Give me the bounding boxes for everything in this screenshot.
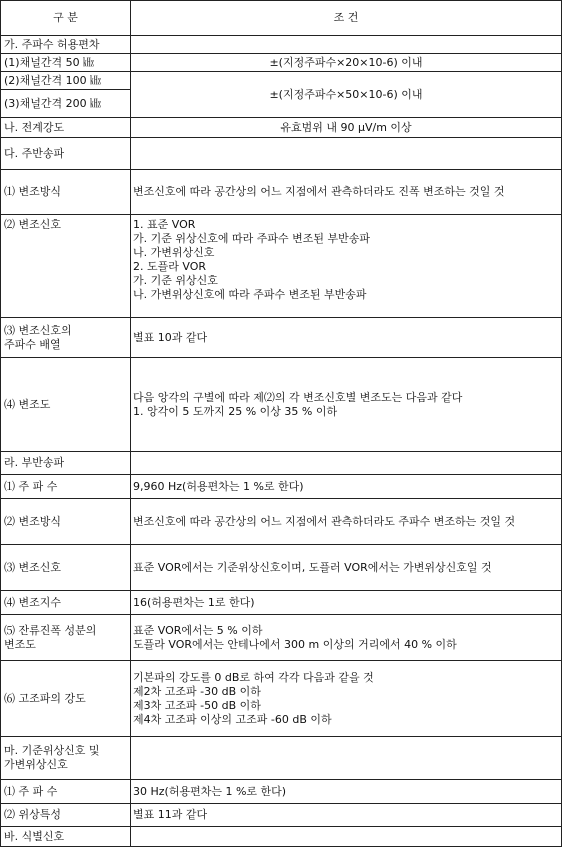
row-value: 유효범위 내 90 μV/m 이상 (131, 118, 562, 138)
row-label: 바. 식별신호 (1, 827, 131, 847)
row-value: ±(지정주파수×20×10-6) 이내 (131, 54, 562, 72)
table-row (1, 358, 562, 452)
row-label: ⑸ 잔류진폭 성분의 변조도 (1, 615, 131, 661)
table-row (1, 170, 562, 215)
table-row (1, 499, 562, 545)
row-value: 변조신호에 따라 공간상의 어느 지점에서 관측하더라도 진폭 변조하는 것일 것 (131, 170, 562, 215)
row-value: 별표 11과 같다 (131, 804, 562, 827)
header-row (1, 1, 562, 36)
row-label: 마. 기준위상신호 및 가변위상신호 (1, 737, 131, 780)
table-row (1, 545, 562, 591)
table-row (1, 661, 562, 737)
row-label: ⑶ 변조신호 (1, 545, 131, 591)
row-label: 다. 주반송파 (1, 138, 131, 170)
row-label: ⑷ 변조지수 (1, 591, 131, 615)
row-label: ⑷ 변조도 (1, 358, 131, 452)
row-value: 변조신호에 따라 공간상의 어느 지점에서 관측하더라도 주파수 변조하는 것일 것 (131, 499, 562, 545)
table-row (1, 827, 562, 847)
row-label: ⑴ 변조방식 (1, 170, 131, 215)
row-value: 표준 VOR에서는 5 % 이하 도플라 VOR에서는 안테나에서 300 m 이상의 거리에서 40 % 이하 (131, 615, 562, 661)
row-value (131, 827, 562, 847)
row-label: (1)채널간격 50 ㎑ (1, 54, 131, 72)
row-value: 1. 표준 VOR 가. 기준 위상신호에 따라 주파수 변조된 부반송파 나. 가변위상신호 2. 도플라 VOR 가. 기준 위상신호 나. 가변위상신호에 따라 주파수 변조된 부반송파 (131, 215, 562, 318)
table-row (1, 615, 562, 661)
row-label: ⑵ 변조신호 (1, 215, 131, 318)
header-category: 구 분 (1, 1, 131, 36)
row-label: ⑶ 변조신호의 주파수 배열 (1, 318, 131, 358)
row-value: ±(지정주파수×50×10-6) 이내 (131, 72, 562, 118)
row-label: ⑴ 주 파 수 (1, 780, 131, 804)
header-condition: 조 건 (131, 1, 562, 36)
table-row (1, 72, 562, 90)
row-label: 가. 주파수 허용편차 (1, 36, 131, 54)
table-row (1, 591, 562, 615)
row-label: (2)채널간격 100 ㎑ (1, 72, 131, 90)
row-value: 다음 앙각의 구별에 따라 제⑵의 각 변조신호별 변조도는 다음과 같다 1. 앙각이 5 도까지 25 % 이상 35 % 이하 (131, 358, 562, 452)
row-value: 별표 10과 같다 (131, 318, 562, 358)
row-value: 16(허용편차는 1로 한다) (131, 591, 562, 615)
row-label: 나. 전계강도 (1, 118, 131, 138)
table-row (1, 452, 562, 475)
row-value (131, 138, 562, 170)
row-value: 9,960 Hz(허용편차는 1 %로 한다) (131, 475, 562, 499)
row-label: ⑵ 변조방식 (1, 499, 131, 545)
table-row (1, 118, 562, 138)
row-label: ⑴ 주 파 수 (1, 475, 131, 499)
row-value: 30 Hz(허용편차는 1 %로 한다) (131, 780, 562, 804)
table-row (1, 737, 562, 780)
table-row (1, 138, 562, 170)
row-value: 기본파의 강도를 0 dB로 하여 각각 다음과 같을 것 제2차 고조파 -30 dB 이하 제3차 고조파 -50 dB 이하 제4차 고조파 이상의 고조파 -60 dB 이하 (131, 661, 562, 737)
table-row (1, 318, 562, 358)
table-row (1, 36, 562, 54)
row-value (131, 452, 562, 475)
table-row (1, 804, 562, 827)
row-label: ⑵ 위상특성 (1, 804, 131, 827)
row-value (131, 36, 562, 54)
row-value: 표준 VOR에서는 기준위상신호이며, 도플러 VOR에서는 가변위상신호일 것 (131, 545, 562, 591)
row-value (131, 737, 562, 780)
row-label: (3)채널간격 200 ㎑ (1, 90, 131, 118)
table-row (1, 215, 562, 318)
row-label: 라. 부반송파 (1, 452, 131, 475)
table-row (1, 780, 562, 804)
row-label: ⑹ 고조파의 강도 (1, 661, 131, 737)
table-row (1, 54, 562, 72)
table-row (1, 475, 562, 499)
